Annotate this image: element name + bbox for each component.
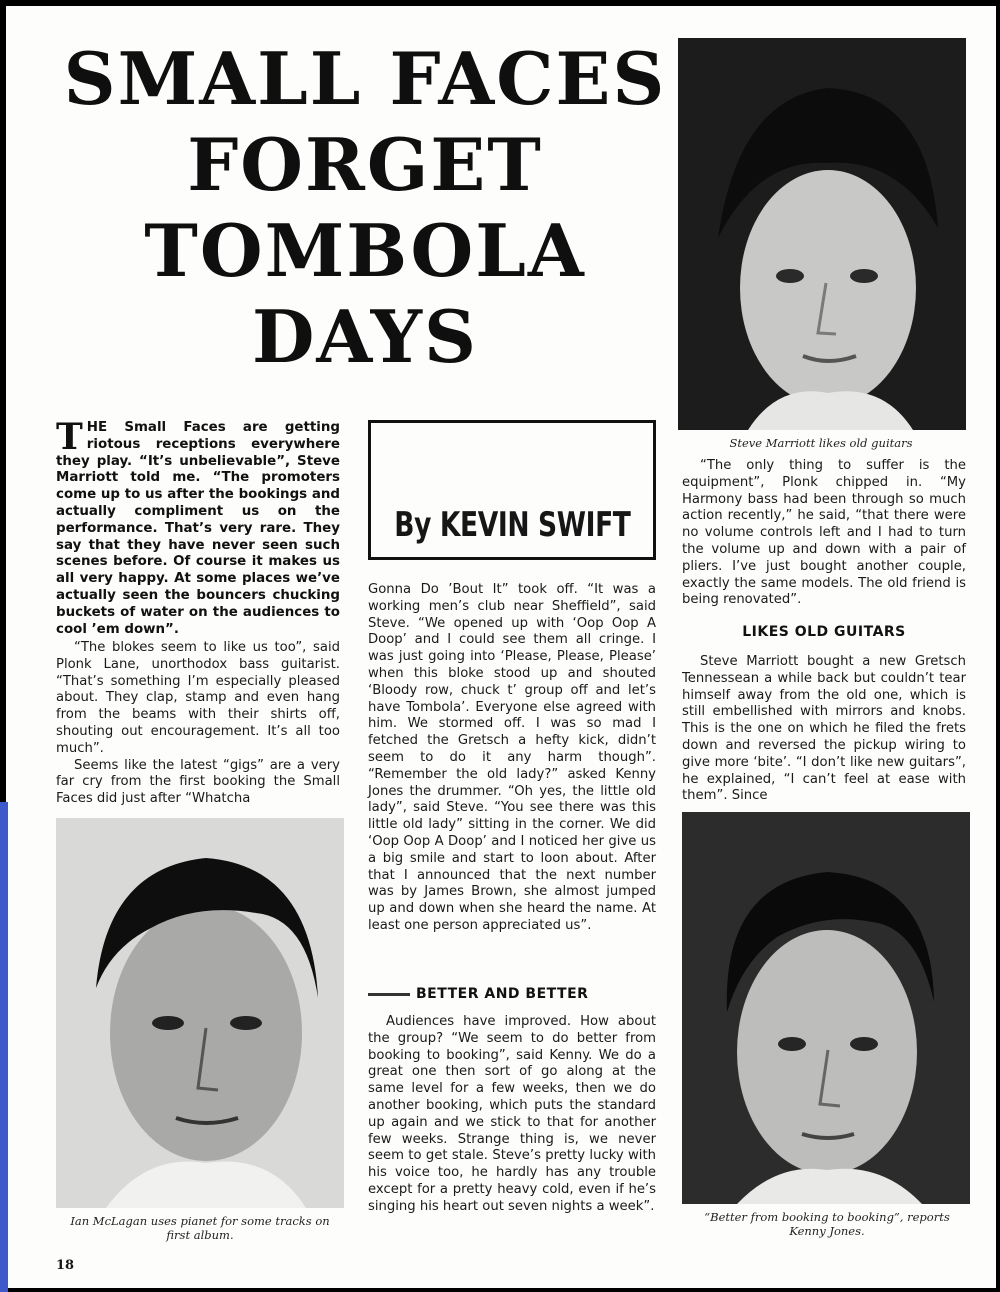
subhead-better-text: BETTER AND BETTER — [416, 986, 589, 1002]
subhead-better-and-better — [368, 986, 656, 1002]
intro-text: HE Small Faces are getting riotous receptions everywhere they play. “It’s unbelievable”, Steve Marriott told me. “The promoters come up to us after the bookings and actually compliment us on the performance. That’s very rare. They say that they have never seen such scenes before. Of course it makes us all very happy. At some places we’ve actually seen the bouncers chucking buckets of water on the audiences to cool ’em down”. — [56, 420, 340, 637]
headline-line-1: SMALL FACES — [63, 36, 667, 121]
headline-line-2: FORGET — [187, 122, 543, 207]
byline-box — [368, 420, 656, 560]
intro-paragraph — [56, 416, 340, 638]
drop-cap: T — [56, 416, 83, 458]
column-right-2 — [682, 654, 966, 805]
page-number: 18 — [56, 1258, 75, 1273]
paragraph: Seems like the latest “gigs” are a very far cry from the first booking the Small Faces did just after “Whatcha — [56, 757, 340, 807]
subhead-likes-old-guitars: LIKES OLD GUITARS — [742, 624, 906, 640]
paragraph: Audiences have improved. How about the group? “We seem to do better from booking to booking”, said Kenny. We do a great one then sort of go along at the same level for a few weeks, then we do another booking, which puts the standard up again and we stick to that for another few weeks. Strange thing is, we never seem to get stale. Steve’s pretty lucky with his voice too, he hardly has any trouble except for a pretty heavy cold, even if he’s singing his heart out seven nights a week”. — [368, 1014, 656, 1214]
paragraph: Gonna Do ’Bout It” took off. “It was a working men’s club near Sheffield”, said Steve. “We opened up with ‘Oop Oop A Doop’ and I could see them all cringe. I was just going into ‘Please, Please, Please’ when this bloke stood up and shouted ‘Bloody row, chuck t’ group off and let’s have Tombola’. Everyone else agreed with him. We stormed off. I was so mad I fetched the Gretsch a hefty kick, didn’t seem to do it any harm though”. “Remember the old lady?” asked Kenny Jones the drummer. “Oh yes, the little old lady”, said Steve. “You see there was this little old lady” sitting in the corner. We did ‘Oop Oop A Doop’ and I noticed her give us a big smile and start to loon about. After that I announced that the next number was by James Brown, she almost jumped up and down when she heard the name. At least one person appreciated us”. — [368, 582, 656, 933]
column-right — [682, 458, 966, 609]
edge-strip — [0, 802, 8, 1292]
byline: By KEVIN SWIFT — [393, 505, 631, 545]
headline-line-3: TOMBOLA — [144, 208, 586, 293]
caption-ian: Ian McLagan uses pianet for some tracks on first album. — [70, 1214, 330, 1242]
column-middle-2 — [368, 1014, 656, 1216]
magazine-page — [6, 6, 996, 1288]
column-left — [56, 640, 340, 808]
paragraph: “The only thing to suffer is the equipment”, Plonk chipped in. “My Harmony bass had been through so much action recently,” he said, “that there were no volume controls left and I had to turn the volume up and down with a pair of pliers. I’ve just bought another couple, exactly the same models. The old friend is being renovated”. — [682, 458, 966, 608]
caption-kenny: “Better from booking to booking”, reports Kenny Jones. — [704, 1210, 950, 1238]
photo-steve-marriott — [678, 38, 966, 430]
paragraph: “The blokes seem to like us too”, said Plonk Lane, unorthodox bass guitarist. “That’s something I’m especially pleased about. They clap, stamp and even hang from the beams with their shirts off, shouting out encouragement. It’s all too much”. — [56, 640, 340, 756]
paragraph: Steve Marriott bought a new Gretsch Tennessean a while back but couldn’t tear himself away from the old one, which is still embellished with mirrors and knobs. This is the one on which he filed the frets down and reversed the pickup wiring to give more ‘bite’. “I don’t like new guitars”, he explained, “I can’t feel at ease with them”. Since — [682, 654, 966, 804]
column-middle — [368, 582, 656, 935]
photo-kenny-jones — [682, 812, 970, 1204]
headline — [40, 36, 690, 380]
caption-steve: Steve Marriott likes old guitars — [729, 436, 913, 450]
headline-line-4: DAYS — [251, 294, 479, 379]
photo-ian-mclagan — [56, 818, 344, 1208]
